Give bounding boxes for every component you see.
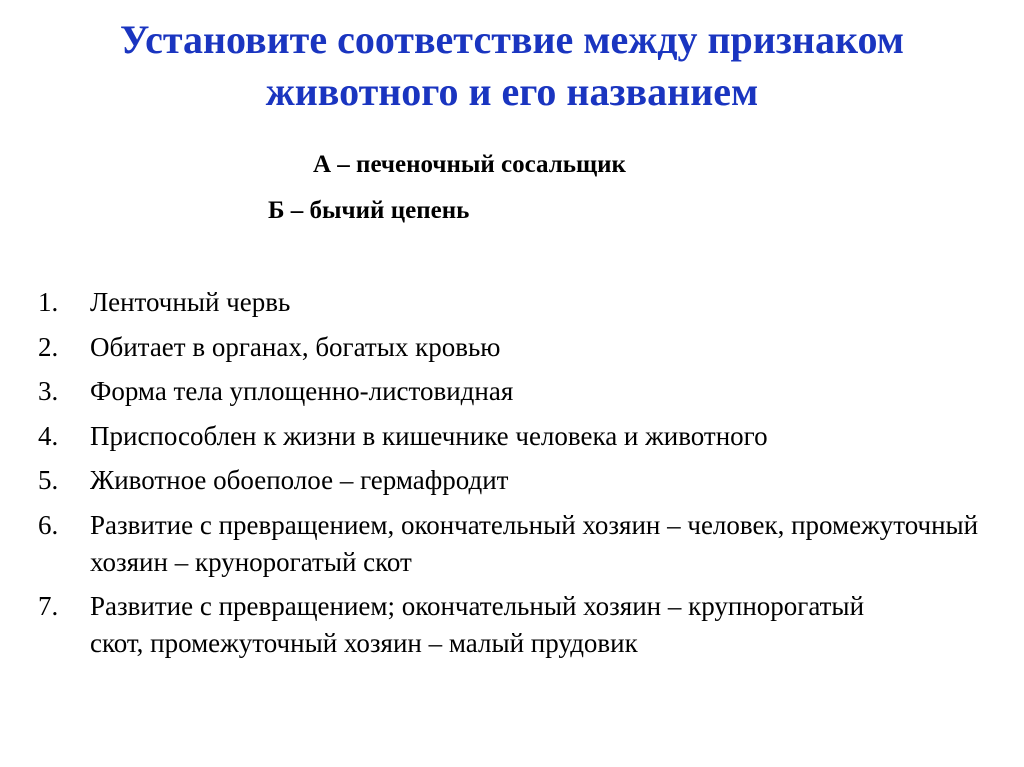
item-number: 6.: [38, 509, 59, 540]
item-text: Развитие с превращением, окончательный хозяин – человек, промежуточный хозяин – крунорогатый скот: [90, 509, 979, 577]
slide-title: [0, 14, 1024, 118]
item-text: Развитие с превращением; окончательный хозяин – крупнорогатый скот, промежуточный хозяин – малый прудовик: [90, 591, 865, 658]
list-item: [38, 373, 998, 410]
list-item: [38, 418, 998, 455]
item-text: Приспособлен к жизни в кишечнике человека и животного: [90, 420, 768, 451]
list-item: [38, 588, 998, 662]
title-line-2: животного и его названием: [265, 69, 759, 114]
list-item: [38, 329, 998, 366]
list-item: [38, 507, 998, 581]
list-item: [38, 284, 998, 321]
item-number: 7.: [38, 591, 59, 621]
item-number: 1.: [38, 287, 59, 317]
item-number: 2.: [38, 331, 59, 362]
item-text: Животное обоеполое – гермафродит: [90, 465, 509, 495]
item-text: Обитает в органах, богатых кровью: [90, 331, 501, 362]
trait-list: [38, 284, 998, 670]
item-text: Ленточный червь: [90, 287, 291, 317]
item-number: 4.: [38, 420, 59, 451]
item-number: 3.: [38, 376, 59, 406]
item-text: Форма тела уплощенно-листовидная: [90, 376, 514, 406]
list-item: [38, 462, 998, 499]
item-number: 5.: [38, 465, 59, 495]
title-line-1: Установите соответствие между признаком: [120, 17, 904, 62]
option-a: А – печеночный сосальщик: [313, 151, 626, 178]
option-b: Б – бычий цепень: [268, 197, 470, 224]
